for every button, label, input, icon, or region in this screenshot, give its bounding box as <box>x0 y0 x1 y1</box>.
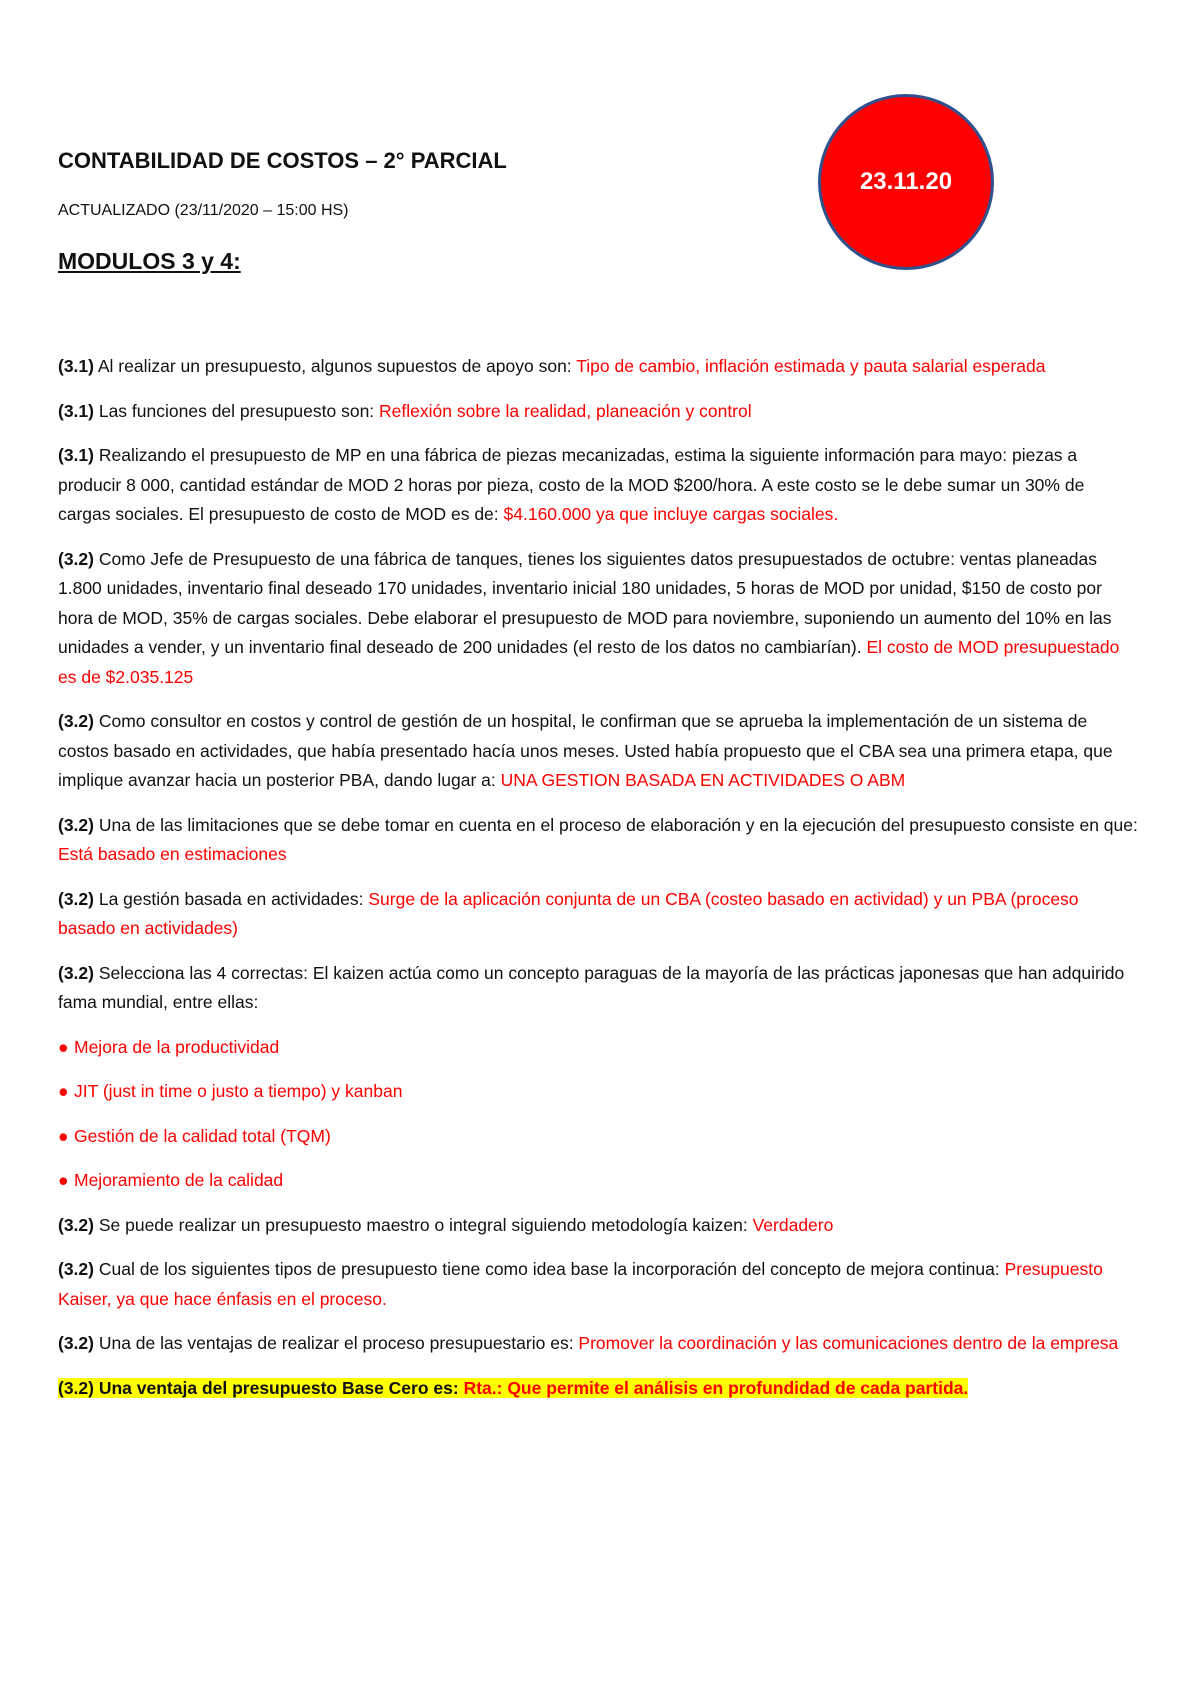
question-text: Como consultor en costos y control de gestión de un hospital, le confirman que se aprueba la implementación de un sistema de costos basado en actividades, que había presentado hacía unos meses. Usted había propuesto que el CBA sea una primera etapa, que implique avanzar hacia un posterior PBA, dando lugar a: <box>58 711 1113 790</box>
question-tag: (3.2) <box>58 1377 94 1398</box>
question-item <box>58 545 1138 693</box>
bullet-item <box>58 1122 1138 1152</box>
question-tag: (3.2) <box>58 1259 94 1279</box>
question-item <box>58 885 1138 944</box>
bullet-dot-icon: ● <box>58 1125 69 1146</box>
question-tag: (3.2) <box>58 814 94 835</box>
bullet-dot-icon: ● <box>58 1036 69 1057</box>
question-tag: (3.2) <box>58 888 94 909</box>
question-text: Cual de los siguientes tipos de presupuesto tiene como idea base la incorporación del concepto de mejora continua: <box>93 1259 1005 1279</box>
date-badge <box>818 94 994 270</box>
modules-heading: MODULOS 3 y 4: <box>58 248 241 274</box>
question-item <box>58 441 1138 530</box>
question-text: Una de las ventajas de realizar el proceso presupuestario es: <box>93 1333 579 1353</box>
question-item <box>58 707 1138 796</box>
highlighted-question-item <box>58 1374 1138 1404</box>
question-text: Las funciones del presupuesto son: <box>93 400 380 421</box>
question-text: Al realizar un presupuesto, algunos supuestos de apoyo son: <box>93 356 577 376</box>
bullet-item <box>58 1033 1138 1063</box>
answer-text: Promover la coordinación y las comunicaciones dentro de la empresa <box>578 1333 1119 1353</box>
question-text: Se puede realizar un presupuesto maestro o integral siguiendo metodología kaizen: <box>93 1214 753 1235</box>
answer-text: Está basado en estimaciones <box>58 844 287 864</box>
question-tag: (3.2) <box>58 962 94 983</box>
question-text: Realizando el presupuesto de MP en una fábrica de piezas mecanizadas, estima la siguiente información para mayo: piezas a producir 8 000, cantidad estándar de MOD 2 horas por pieza, costo de la MOD $200/hora. A este costo se le debe sumar un 30% de cargas sociales. El presupuesto de costo de MOD es de: <box>58 445 1085 524</box>
bullet-text: Mejora de la productividad <box>74 1036 280 1057</box>
question-tag: (3.1) <box>58 445 94 465</box>
question-text: Una de las limitaciones que se debe tomar en cuenta en el proceso de elaboración y en la ejecución del presupuesto consiste en que: <box>93 814 1138 835</box>
document-title: CONTABILIDAD DE COSTOS – 2° PARCIAL <box>58 148 507 173</box>
answer-text: Verdadero <box>752 1214 834 1235</box>
question-tag: (3.2) <box>58 1333 94 1353</box>
bullet-text: Mejoramiento de la calidad <box>74 1170 284 1190</box>
question-item <box>58 1329 1138 1359</box>
question-list <box>58 352 1138 1418</box>
bullet-text: JIT (just in time o justo a tiempo) y kanban <box>74 1081 403 1101</box>
question-item <box>58 397 1138 427</box>
question-item <box>58 811 1138 870</box>
bullet-item <box>58 1077 1138 1107</box>
question-item <box>58 1211 1138 1241</box>
question-item <box>58 352 1138 382</box>
question-tag: (3.2) <box>58 1214 94 1235</box>
answer-text: UNA GESTION BASADA EN ACTIVIDADES O ABM <box>500 770 906 790</box>
answer-text: Reflexión sobre la realidad, planeación y control <box>379 400 752 421</box>
question-tag: (3.2) <box>58 711 94 731</box>
question-item <box>58 959 1138 1018</box>
answer-text: El costo de MOD presupuestado es de $2.035.125 <box>58 637 1120 687</box>
question-tag: (3.1) <box>58 356 94 376</box>
question-text: Selecciona las 4 correctas: El kaizen actúa como un concepto paraguas de la mayoría de las prácticas japonesas que han adquirido fama mundial, entre ellas: <box>58 962 1125 1012</box>
question-item <box>58 1255 1138 1314</box>
bullet-item <box>58 1166 1138 1196</box>
answer-text: Presupuesto Kaiser, ya que hace énfasis en el proceso. <box>58 1259 1103 1309</box>
question-text: La gestión basada en actividades: <box>93 888 369 909</box>
answer-text: Surge de la aplicación conjunta de un CBA (costeo basado en actividad) y un PBA (proceso basado en actividades) <box>58 888 1079 938</box>
question-tag: (3.2) <box>58 548 94 569</box>
highlight-mark <box>58 1378 968 1398</box>
question-text: Como Jefe de Presupuesto de una fábrica de tanques, tienes los siguientes datos presupuestados de octubre: ventas planeadas 1.800 unidades, inventario final deseado 170 unidades, inventario inicial 180 unidades, 5 horas de MOD por unidad, $150 de costo por hora de MOD, 35% de cargas sociales. Debe elaborar el presupuesto de MOD para noviembre, suponiendo un aumento del 10% en las unidades a vender, y un inventario final deseado de 200 unidades (el resto de los datos no cambiarían). <box>58 548 1112 657</box>
answer-text: Rta.: Que permite el análisis en profundidad de cada partida. <box>463 1377 969 1398</box>
bullet-dot-icon: ● <box>58 1081 69 1101</box>
updated-note: ACTUALIZADO (23/11/2020 – 15:00 HS) <box>58 202 349 219</box>
bullet-text: Gestión de la calidad total (TQM) <box>74 1125 331 1146</box>
date-badge-text: 23.11.20 <box>859 168 953 195</box>
question-tag: (3.1) <box>58 400 94 421</box>
answer-text: Tipo de cambio, inflación estimada y pauta salarial esperada <box>576 356 1046 376</box>
answer-text: $4.160.000 ya que incluye cargas sociales. <box>503 504 839 524</box>
question-text: Una ventaja del presupuesto Base Cero es: <box>93 1377 464 1398</box>
bullet-dot-icon: ● <box>58 1170 69 1190</box>
